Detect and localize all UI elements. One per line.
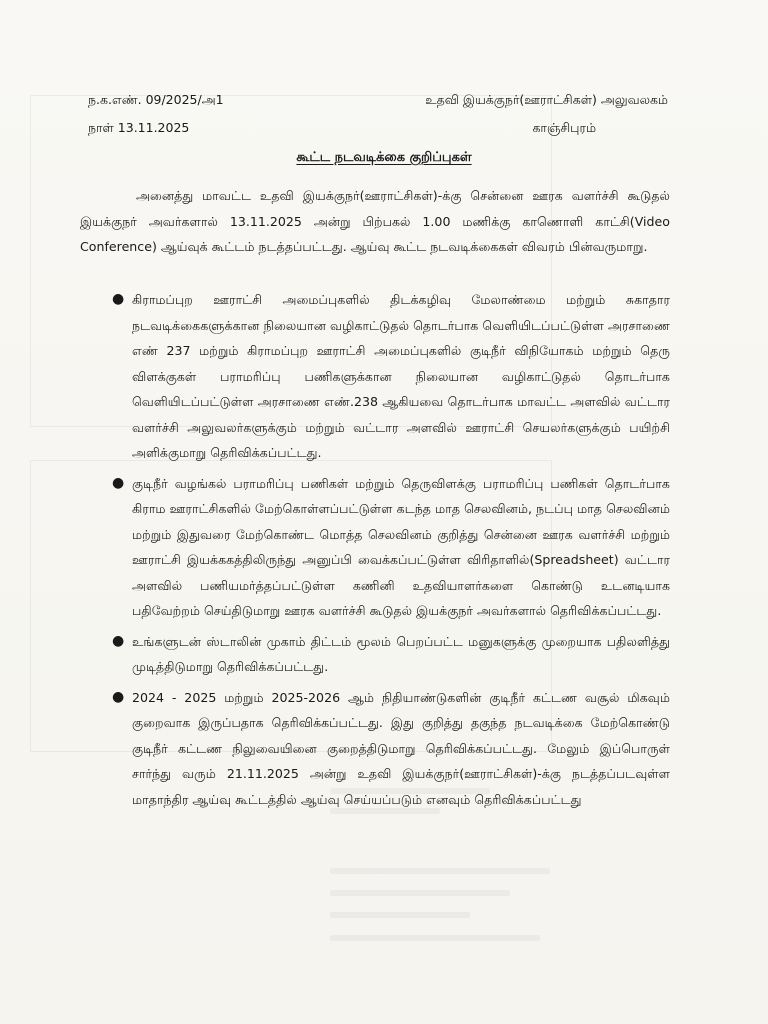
meeting-points-list xyxy=(80,287,670,817)
meeting-point-text: 2024 - 2025 மற்றும் 2025-2026 ஆம் நிதியாண்டுகளின் குடிநீர் கட்டண வசூல் மிகவும் குறைவாக இருப்பதாக தெரிவிக்கப்பட்டது. இது குறித்து தகுந்த நடவடிக்கை மேற்கொண்டு குடிநீர் கட்டண நிலுவையினை குறைத்திடுமாறு தெரிவிக்கப்பட்டது. மேலும் இப்பொருள் சார்ந்து வரும் 21.11.2025 அன்று உதவி இயக்குநர்(ஊராட்சிகள்)-க்கு நடத்தப்படவுள்ள மாதாந்திர ஆய்வு கூட்டத்தில் ஆய்வு செய்யப்படும் எனவும் தெரிவிக்கப்பட்டது xyxy=(132,689,670,807)
intro-paragraph: அனைத்து மாவட்ட உதவி இயக்குநர்(ஊராட்சிகள்)-க்கு சென்னை ஊரக வளர்ச்சி கூடுதல் இயக்குநர் அவர்களால் 13.11.2025 அன்று பிற்பகல் 1.00 மணிக்கு காணொளி காட்சி(Video Conference) ஆய்வுக் கூட்டம் நடத்தப்பட்டது. ஆய்வு கூட்ட நடவடிக்கைகள் விவரம் பின்வருமாறு. xyxy=(80,188,670,254)
document-title xyxy=(0,150,768,166)
bleed-through-line xyxy=(330,935,540,941)
meeting-point xyxy=(80,471,670,624)
reference-number: ந.க.எண். 09/2025/அ1 xyxy=(88,92,224,107)
meeting-point xyxy=(80,287,670,466)
bullet-icon: ● xyxy=(112,291,125,307)
document-title-text: கூட்ட நடவடிக்கை குறிப்புகள் xyxy=(296,150,472,165)
office-place: காஞ்சிபுரம் xyxy=(532,120,596,135)
bleed-through-line xyxy=(330,912,470,918)
bleed-through-line xyxy=(330,868,550,874)
bullet-icon: ● xyxy=(112,688,125,705)
meeting-point-text: குடிநீர் வழங்கல் பராமரிப்பு பணிகள் மற்றும் தெருவிளக்கு பராமரிப்பு பணிகள் தொடர்பாக கிராம ஊராட்சிகளில் மேற்கொள்ளப்பட்டுள்ள கடந்த மாத செலவினம், நடப்பு மாத செலவினம் மற்றும் இதுவரை மேற்கொண்ட மொத்த செலவினம் குறித்து சென்னை ஊரக வளர்ச்சி மற்றும் ஊராட்சி இயக்ககத்திலிருந்து அனுப்பி வைக்கப்பட்டுள்ள விரிதாளில்(Spreadsheet) வட்டார அளவில் பணியமர்த்தப்பட்டுள்ள கணினி உதவியாளர்களை கொண்டு உடனடியாக பதிவேற்றம் செய்திடுமாறு ஊரக வளர்ச்சி கூடுதல் இயக்குநர் அவர்களால் தெரிவிக்கப்பட்டது. xyxy=(132,475,670,618)
bullet-icon: ● xyxy=(112,632,125,649)
bullet-icon: ● xyxy=(112,474,125,491)
document-date: நாள் 13.11.2025 xyxy=(88,120,190,135)
bleed-through-line xyxy=(330,890,510,896)
meeting-point xyxy=(80,629,670,680)
meeting-point-text: உங்களுடன் ஸ்டாலின் முகாம் திட்டம் மூலம் பெறப்பட்ட மனுகளுக்கு முறையாக பதிலளித்து முடித்திடுமாறு தெரிவிக்கப்பட்டது. xyxy=(132,633,670,674)
meeting-point xyxy=(80,685,670,813)
office-name: உதவி இயக்குநர்(ஊராட்சிகள்) அலுவலகம் xyxy=(425,92,668,107)
meeting-point-text: கிராமப்புற ஊராட்சி அமைப்புகளில் திடக்கழிவு மேலாண்மை மற்றும் சுகாதார நடவடிக்கைகளுக்கான நிலையான வழிகாட்டுதல் தொடர்பாக வெளியிடப்பட்டுள்ள அரசாணை எண் 237 மற்றும் கிராமப்புற ஊராட்சி அமைப்புகளில் குடிநீர் விநியோகம் மற்றும் தெரு விளக்குகள் பராமரிப்பு பணிகளுக்கான நிலையான வழிகாட்டுதல் தொடர்பாக வெளியிடப்பட்டுள்ள அரசாணை எண்.238 ஆகியவை தொடர்பாக மாவட்ட அளவில் வட்டார வளர்ச்சி அலுவலர்களுக்கும் மற்றும் வட்டார அளவில் ஊராட்சி செயலர்களுக்கும் பயிற்சி அளிக்குமாறு தெரிவிக்கப்பட்டது. xyxy=(132,292,670,460)
